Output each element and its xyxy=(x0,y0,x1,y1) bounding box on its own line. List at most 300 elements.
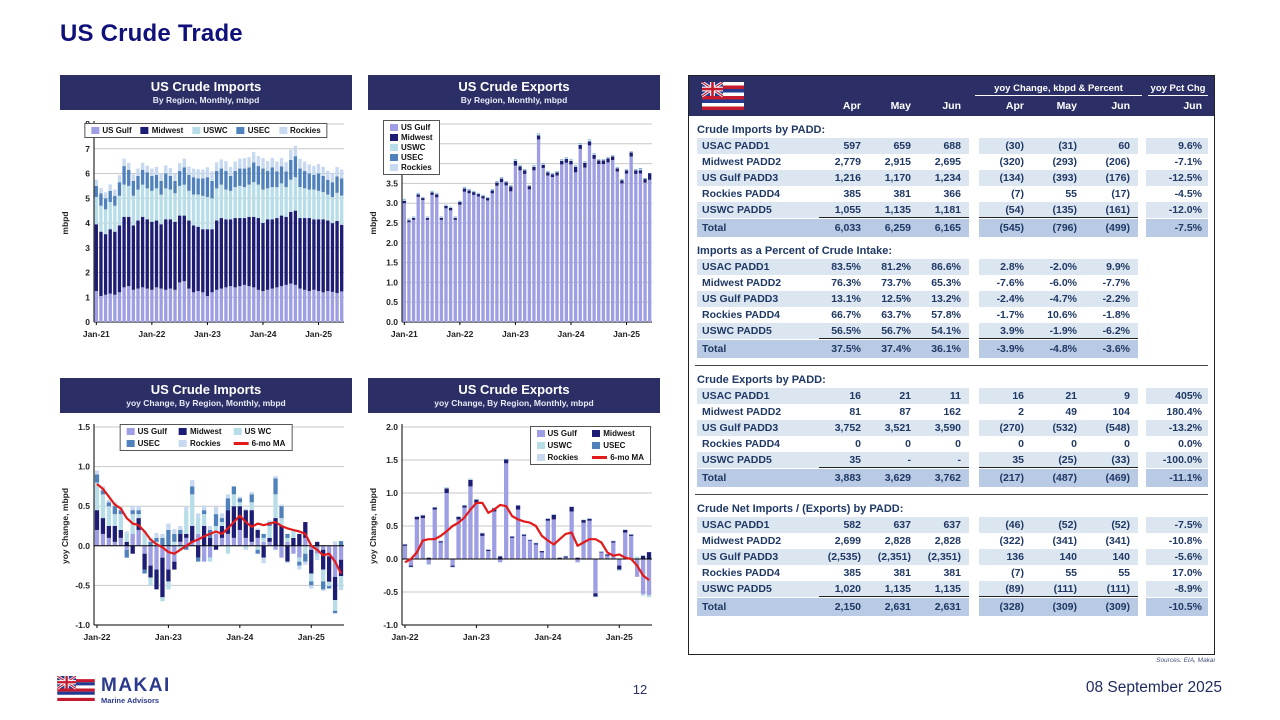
legend-label: Midwest xyxy=(603,429,635,438)
svg-text:Jan-22: Jan-22 xyxy=(83,632,111,642)
sources-note: Sources: EIA, Makai xyxy=(1156,657,1215,664)
svg-text:2.5: 2.5 xyxy=(386,218,398,228)
cell-value: -3.6% xyxy=(1102,343,1130,355)
cell-value: 6,259 xyxy=(884,222,911,234)
legend-label: USWC xyxy=(203,126,228,135)
cell-value: 54.1% xyxy=(931,324,961,337)
cell-value: 37.4% xyxy=(881,343,911,355)
legend-label: USWC xyxy=(547,441,572,450)
cell-value: 381 xyxy=(893,188,911,200)
row-label: Total xyxy=(702,343,727,355)
cell-value: (25) xyxy=(1058,453,1077,466)
cell-value: (469) xyxy=(1105,472,1130,484)
cell-value: 2,150 xyxy=(834,601,861,613)
svg-text:1.0: 1.0 xyxy=(386,488,398,498)
svg-text:2: 2 xyxy=(85,267,90,278)
cell-value: -100.0% xyxy=(1162,454,1202,466)
svg-text:3.5: 3.5 xyxy=(386,178,398,189)
table-row xyxy=(697,436,1206,452)
legend-item xyxy=(237,126,270,135)
legend-color-swatch xyxy=(390,134,398,141)
cell-value: 140 xyxy=(1059,551,1077,563)
cell-value: (322) xyxy=(999,535,1024,547)
cell-value: 1,135 xyxy=(884,582,911,595)
row-label: Midwest PADD2 xyxy=(702,406,782,418)
section-divider xyxy=(695,365,1208,366)
legend-label: Rockies xyxy=(401,163,432,172)
cell-value: (796) xyxy=(1052,222,1077,234)
cell-value: -5.6% xyxy=(1174,551,1202,563)
row-label: Midwest PADD2 xyxy=(702,156,782,168)
cell-value: 55 xyxy=(1118,567,1130,579)
chart-imports-monthly-svg xyxy=(60,114,352,342)
chart-subtitle: yoy Change, By Region, Monthly, mbpd xyxy=(434,398,594,408)
svg-text:-1.0: -1.0 xyxy=(383,620,398,630)
legend-color-swatch xyxy=(592,430,600,437)
row-label: Total xyxy=(702,472,727,484)
row-label: Rockies PADD4 xyxy=(702,438,781,450)
row-label: USAC PADD1 xyxy=(702,140,770,152)
cell-value: 637 xyxy=(893,519,911,531)
cell-value: 37.5% xyxy=(831,343,861,355)
table-row xyxy=(697,275,1206,291)
svg-text:Jan-22: Jan-22 xyxy=(138,329,166,339)
svg-text:yoy Change, mbpd: yoy Change, mbpd xyxy=(368,487,378,565)
cell-value: 2,699 xyxy=(834,535,861,547)
cell-value: (111) xyxy=(1106,582,1130,595)
svg-text:Jan-22: Jan-22 xyxy=(391,632,419,642)
cell-value: (176) xyxy=(1105,172,1130,184)
table-row xyxy=(697,452,1206,468)
table-row xyxy=(697,291,1206,307)
legend-color-swatch xyxy=(537,442,545,449)
legend-color-swatch xyxy=(390,154,398,161)
svg-text:0.5: 0.5 xyxy=(386,297,398,308)
cell-value: (135) xyxy=(1052,203,1077,216)
cell-value: 1,135 xyxy=(934,582,961,595)
legend-color-swatch xyxy=(179,440,187,447)
cell-value: -1.8% xyxy=(1102,309,1130,321)
cell-value: 1,234 xyxy=(934,172,961,184)
table-row xyxy=(697,170,1206,186)
legend-label: Rockies xyxy=(190,439,221,448)
legend-line-swatch xyxy=(592,456,607,459)
row-label: US Gulf PADD3 xyxy=(702,422,779,434)
table-header-months xyxy=(697,98,1206,114)
section-divider xyxy=(695,494,1208,495)
chart-title-band xyxy=(368,378,660,413)
svg-text:7: 7 xyxy=(85,143,90,154)
cell-value: 73.7% xyxy=(881,277,911,289)
legend-item xyxy=(127,439,167,448)
legend-label: US Gulf xyxy=(401,123,431,132)
cell-value: 13.1% xyxy=(831,293,861,305)
legend-color-swatch xyxy=(192,127,200,134)
cell-value: 1,216 xyxy=(834,172,861,184)
cell-value: 2,631 xyxy=(934,601,961,613)
cell-value: 0 xyxy=(1124,438,1130,450)
row-label: USWC PADD5 xyxy=(702,325,772,337)
legend-color-swatch xyxy=(592,442,600,449)
legend-label: US Gulf xyxy=(102,126,132,135)
chart-legend xyxy=(120,424,293,451)
cell-value: 381 xyxy=(893,567,911,579)
cell-value: 0 xyxy=(1071,438,1077,450)
cell-value: 104 xyxy=(1112,406,1130,418)
svg-text:5: 5 xyxy=(85,193,90,204)
cell-value: (54) xyxy=(1005,203,1024,216)
legend-item xyxy=(592,429,644,438)
row-label: Rockies PADD4 xyxy=(702,188,781,200)
section-heading: Crude Exports by PADD: xyxy=(697,374,826,386)
table-total-row xyxy=(697,598,1206,616)
panel-exports-monthly xyxy=(368,75,660,342)
cell-value: 55 xyxy=(1065,188,1077,200)
svg-text:-0.5: -0.5 xyxy=(383,587,398,597)
cell-value: -4.8% xyxy=(1049,343,1077,355)
legend-item xyxy=(390,153,433,162)
cell-value: 2,779 xyxy=(834,156,861,168)
table-total-row xyxy=(697,219,1206,237)
cell-value: 3,629 xyxy=(884,472,911,484)
logo-tagline: Marine Advisors xyxy=(101,696,160,705)
table-total-row xyxy=(697,469,1206,487)
cell-value: -7.5% xyxy=(1174,519,1202,531)
month-header: May xyxy=(890,100,911,112)
table-row xyxy=(697,307,1206,323)
cell-value: -11.1% xyxy=(1169,472,1202,484)
cell-value: -2.0% xyxy=(1049,261,1077,273)
legend-label: USEC xyxy=(247,126,270,135)
svg-text:6: 6 xyxy=(85,168,90,179)
svg-text:yoy Change, mbpd: yoy Change, mbpd xyxy=(60,487,70,565)
legend-item xyxy=(179,439,222,448)
legend-item xyxy=(192,126,227,135)
row-label: Rockies PADD4 xyxy=(702,309,781,321)
cell-value: 2,828 xyxy=(884,535,911,547)
chart-imports-yoy-svg xyxy=(60,417,352,645)
cell-value: 83.5% xyxy=(831,261,861,273)
table-row xyxy=(697,420,1206,436)
cell-value: 3,762 xyxy=(934,472,961,484)
legend-item xyxy=(390,123,433,132)
cell-value: 0 xyxy=(905,438,911,450)
legend-color-swatch xyxy=(127,428,135,435)
svg-text:1.0: 1.0 xyxy=(78,461,90,472)
cell-value: (7) xyxy=(1011,567,1024,579)
chart-title-band xyxy=(368,75,660,110)
legend-item xyxy=(127,427,167,436)
table-row xyxy=(697,565,1206,581)
cell-value: 63.7% xyxy=(881,309,911,321)
legend-color-swatch xyxy=(127,440,135,447)
svg-text:2.0: 2.0 xyxy=(386,237,398,248)
chart-subtitle: By Region, Monthly, mbpd xyxy=(460,95,568,105)
svg-text:Jan-25: Jan-25 xyxy=(305,329,333,339)
cell-value: 2,695 xyxy=(934,156,961,168)
legend-color-swatch xyxy=(279,127,287,134)
svg-text:-0.5: -0.5 xyxy=(75,580,90,591)
chart-subtitle: By Region, Monthly, mbpd xyxy=(152,95,260,105)
cell-value: 56.7% xyxy=(881,324,911,337)
cell-value: -1.9% xyxy=(1049,324,1077,337)
panel-imports-monthly xyxy=(60,75,352,342)
cell-value: -6.2% xyxy=(1102,324,1130,337)
cell-value: 3,883 xyxy=(834,472,861,484)
cell-value: 2 xyxy=(1018,406,1024,418)
cell-value: 582 xyxy=(843,519,861,531)
svg-text:1.0: 1.0 xyxy=(386,277,398,288)
cell-value: (2,351) xyxy=(927,551,961,563)
table-section xyxy=(697,245,1206,358)
section-heading: Imports as a Percent of Crude Intake: xyxy=(697,245,892,257)
cell-value: 76.3% xyxy=(831,277,861,289)
cell-value: - xyxy=(957,453,961,466)
legend-label: Midwest xyxy=(401,133,433,142)
svg-text:Jan-24: Jan-24 xyxy=(226,632,254,642)
cell-value: 162 xyxy=(943,406,961,418)
legend-color-swatch xyxy=(141,127,149,134)
cell-value: (111) xyxy=(1053,582,1077,595)
table-row xyxy=(697,202,1206,218)
cell-value: -7.5% xyxy=(1174,222,1202,234)
cell-value: (328) xyxy=(999,601,1024,613)
cell-value: -7.6% xyxy=(996,277,1024,289)
cell-value: 9 xyxy=(1124,390,1130,402)
table-row xyxy=(697,186,1206,202)
cell-value: 35 xyxy=(849,453,861,466)
table-row xyxy=(697,517,1206,533)
table-row xyxy=(697,259,1206,275)
legend-color-swatch xyxy=(91,127,99,134)
pct-group-header: yoy Pct Chg xyxy=(1148,83,1208,96)
cell-value: 3,590 xyxy=(934,422,961,434)
cell-value: 1,170 xyxy=(884,172,911,184)
cell-value: -6.0% xyxy=(1049,277,1077,289)
cell-value: 21 xyxy=(899,390,911,402)
cell-value: (309) xyxy=(1052,601,1077,613)
svg-text:0.5: 0.5 xyxy=(78,501,90,512)
svg-text:0: 0 xyxy=(85,317,90,327)
cell-value: (30) xyxy=(1005,140,1024,152)
legend-color-swatch xyxy=(537,454,545,461)
svg-text:Jan-23: Jan-23 xyxy=(462,632,490,642)
legend-color-swatch xyxy=(179,428,187,435)
svg-text:2.0: 2.0 xyxy=(386,422,398,432)
cell-value: 36.1% xyxy=(931,343,961,355)
chart-subtitle: yoy Change, By Region, Monthly, mbpd xyxy=(126,398,286,408)
logo-name: MAKAI xyxy=(101,675,171,696)
legend-label: USEC xyxy=(401,153,424,162)
cell-value: 66.7% xyxy=(831,309,861,321)
legend-label: USEC xyxy=(603,441,626,450)
chart-title: US Crude Imports xyxy=(150,79,262,94)
table-row xyxy=(697,549,1206,565)
cell-value: -7.1% xyxy=(1174,156,1202,168)
cell-value: (206) xyxy=(1105,156,1130,168)
svg-text:1.5: 1.5 xyxy=(386,455,398,465)
svg-text:3: 3 xyxy=(85,242,90,253)
row-label: Midwest PADD2 xyxy=(702,277,782,289)
cell-value: (2,351) xyxy=(877,551,911,563)
cell-value: -10.8% xyxy=(1168,535,1202,547)
svg-text:Jan-25: Jan-25 xyxy=(297,632,325,642)
cell-value: 6,165 xyxy=(934,222,961,234)
cell-value: (487) xyxy=(1052,472,1077,484)
svg-text:Jan-24: Jan-24 xyxy=(534,632,562,642)
legend-label: Midwest xyxy=(190,427,222,436)
cell-value: 1,181 xyxy=(934,203,961,216)
cell-value: 0 xyxy=(1018,438,1024,450)
row-label: Rockies PADD4 xyxy=(702,567,781,579)
svg-text:1.5: 1.5 xyxy=(386,257,398,268)
legend-label: Midwest xyxy=(151,126,184,135)
legend-color-swatch xyxy=(390,124,398,131)
cell-value: 35 xyxy=(1012,453,1024,466)
table-total-row xyxy=(697,340,1206,358)
svg-text:Jan-23: Jan-23 xyxy=(193,329,221,339)
legend-label: USWC xyxy=(401,143,426,152)
svg-text:0.5: 0.5 xyxy=(386,521,398,531)
row-label: Total xyxy=(702,601,727,613)
cell-value: (532) xyxy=(1052,422,1077,434)
legend-label: Rockies xyxy=(547,453,579,462)
chart-legend xyxy=(383,120,440,175)
cell-value: (270) xyxy=(999,422,1024,434)
cell-value: (31) xyxy=(1058,140,1077,152)
cell-value: 3,752 xyxy=(834,422,861,434)
cell-value: 385 xyxy=(843,567,861,579)
section-heading: Crude Net Imports / (Exports) by PADD: xyxy=(697,503,904,515)
cell-value: 2.8% xyxy=(1000,261,1024,273)
cell-value: 87 xyxy=(899,406,911,418)
cell-value: 3,521 xyxy=(884,422,911,434)
cell-value: 659 xyxy=(893,140,911,152)
data-table-panel xyxy=(688,75,1215,655)
chart-title-band xyxy=(60,378,352,413)
table-row xyxy=(697,404,1206,420)
cell-value: (134) xyxy=(999,172,1024,184)
cell-value: 11 xyxy=(949,390,961,402)
cell-value: 405% xyxy=(1175,390,1202,402)
legend-line-swatch xyxy=(234,442,249,445)
legend-item xyxy=(390,163,433,172)
svg-text:4: 4 xyxy=(85,218,90,228)
yoy-group-header: yoy Change, kbpd & Percent xyxy=(975,83,1142,96)
cell-value: -2.4% xyxy=(996,293,1024,305)
svg-text:0.0: 0.0 xyxy=(78,540,90,551)
cell-value: 16 xyxy=(849,390,861,402)
legend-item xyxy=(592,441,644,450)
chart-imports-monthly xyxy=(60,114,352,342)
row-label: USWC PADD5 xyxy=(702,204,772,216)
cell-value: 366 xyxy=(943,188,961,200)
cell-value: 1,055 xyxy=(834,203,861,216)
cell-value: 16 xyxy=(1012,390,1024,402)
cell-value: -10.5% xyxy=(1168,601,1202,613)
cell-value: (7) xyxy=(1011,188,1024,200)
cell-value: 2,631 xyxy=(884,601,911,613)
cell-value: 2,915 xyxy=(884,156,911,168)
cell-value: (46) xyxy=(1005,519,1024,531)
legend-item xyxy=(279,126,321,135)
chart-exports-monthly xyxy=(368,114,660,342)
legend-item xyxy=(234,439,286,448)
table-body xyxy=(689,116,1214,616)
chart-title: US Crude Exports xyxy=(458,382,570,397)
yoy-month-header: Jun xyxy=(1111,100,1130,112)
svg-text:1: 1 xyxy=(85,292,90,303)
svg-text:Jan-21: Jan-21 xyxy=(390,329,418,339)
cell-value: 13.2% xyxy=(931,293,961,305)
cell-value: -12.5% xyxy=(1168,172,1202,184)
cell-value: 9.9% xyxy=(1106,261,1130,273)
svg-text:Jan-25: Jan-25 xyxy=(613,329,641,339)
legend-item xyxy=(537,453,579,462)
page-number: 12 xyxy=(632,682,648,697)
cell-value: 1,135 xyxy=(884,203,911,216)
chart-legend xyxy=(84,123,327,138)
cell-value: 17.0% xyxy=(1172,567,1202,579)
cell-value: (393) xyxy=(1052,172,1077,184)
panel-imports-yoy xyxy=(60,378,352,645)
row-label: US Gulf PADD3 xyxy=(702,551,779,563)
row-label: Midwest PADD2 xyxy=(702,535,782,547)
row-label: USAC PADD1 xyxy=(702,390,770,402)
legend-label: Rockies xyxy=(289,126,321,135)
legend-label: US Gulf xyxy=(137,427,167,436)
legend-label: 6-mo MA xyxy=(610,453,644,462)
cell-value: 0.0% xyxy=(1178,438,1202,450)
month-header: Jun xyxy=(942,100,961,112)
legend-item xyxy=(592,453,644,462)
section-heading: Crude Imports by PADD: xyxy=(697,124,826,136)
legend-item xyxy=(179,427,222,436)
yoy-month-header: May xyxy=(1056,100,1077,112)
legend-color-swatch xyxy=(234,428,242,435)
cell-value: - xyxy=(907,453,911,466)
table-row xyxy=(697,533,1206,549)
legend-item xyxy=(390,143,433,152)
page-title: US Crude Trade xyxy=(60,20,243,47)
table-row xyxy=(697,388,1206,404)
cell-value: (2,535) xyxy=(827,551,861,563)
cell-value: -7.7% xyxy=(1102,277,1130,289)
legend-color-swatch xyxy=(537,430,545,437)
cell-value: 0 xyxy=(855,438,861,450)
table-row xyxy=(697,138,1206,154)
cell-value: (161) xyxy=(1105,203,1130,216)
chart-imports-yoy xyxy=(60,417,352,645)
cell-value: 637 xyxy=(943,519,961,531)
cell-value: 3.9% xyxy=(1000,324,1024,337)
cell-value: 49 xyxy=(1065,406,1077,418)
cell-value: (217) xyxy=(999,472,1024,484)
cell-value: 2,828 xyxy=(934,535,961,547)
svg-text:mbpd: mbpd xyxy=(60,211,70,235)
cell-value: (545) xyxy=(999,222,1024,234)
cell-value: (17) xyxy=(1111,188,1130,200)
report-date: 08 September 2025 xyxy=(1085,679,1222,696)
svg-text:Jan-23: Jan-23 xyxy=(154,632,182,642)
pct-month-header: Jun xyxy=(1183,100,1202,112)
row-label: USAC PADD1 xyxy=(702,519,770,531)
cell-value: 9.6% xyxy=(1178,140,1202,152)
cell-value: 56.5% xyxy=(831,324,861,337)
cell-value: 86.6% xyxy=(931,261,961,273)
row-label: USWC PADD5 xyxy=(702,454,772,466)
cell-value: (33) xyxy=(1111,453,1130,466)
